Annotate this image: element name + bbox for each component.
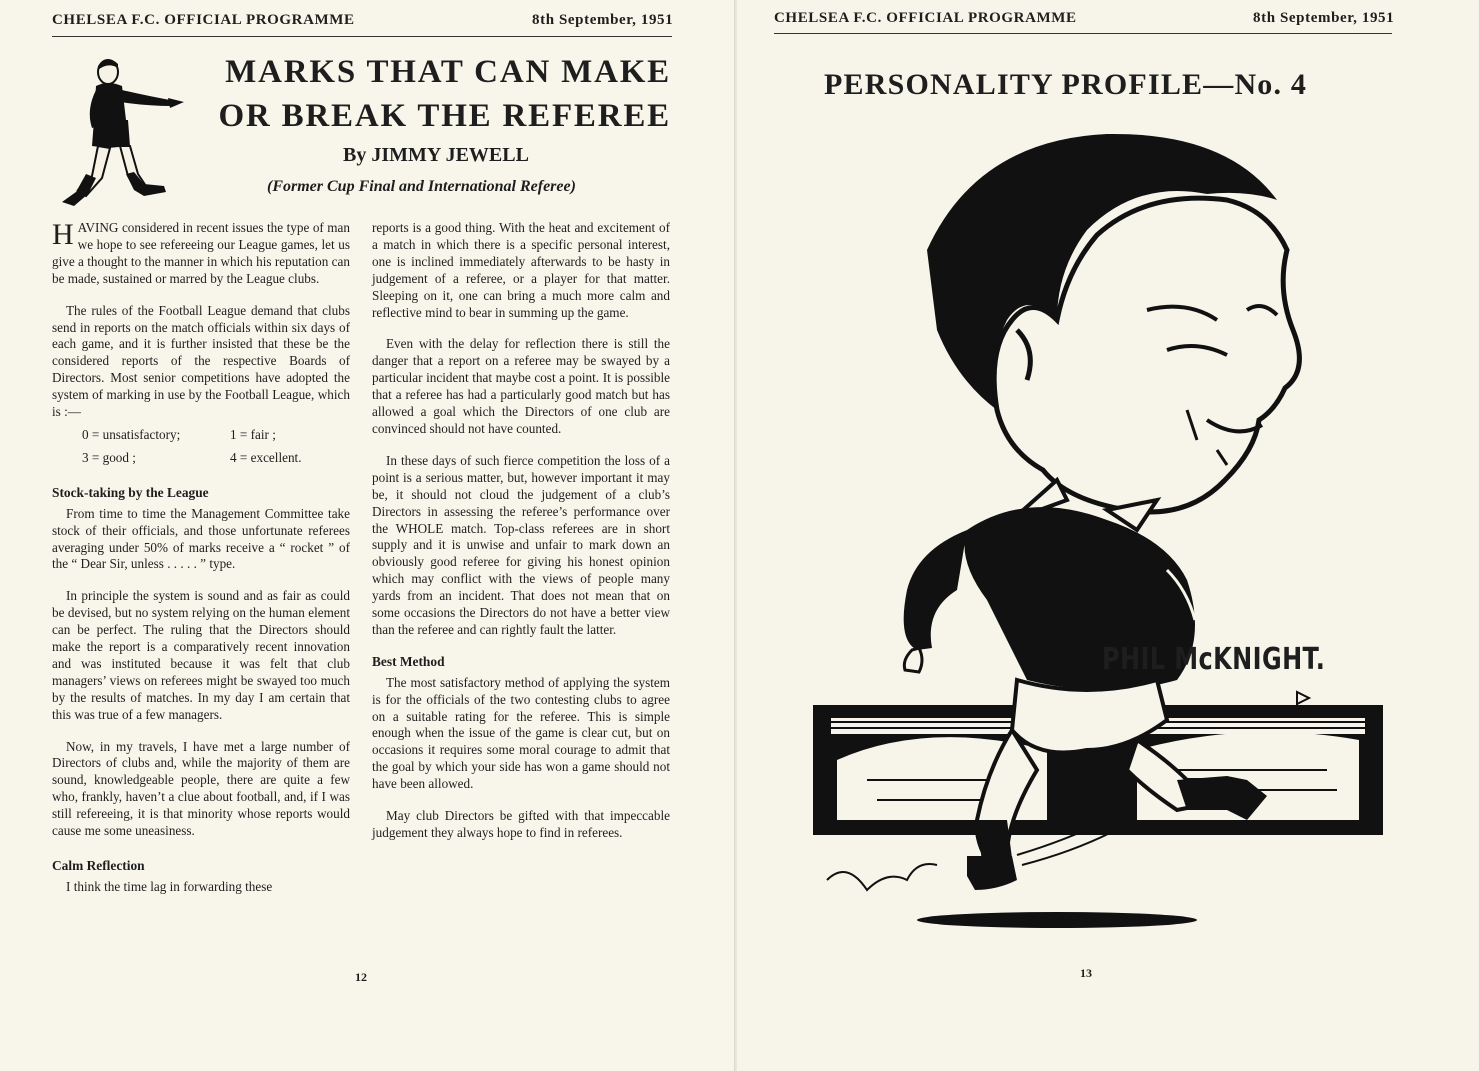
marks-row (82, 450, 350, 467)
header-left-title: CHELSEA F.C. OFFICIAL PROGRAMME (52, 12, 355, 28)
header-left-title: CHELSEA F.C. OFFICIAL PROGRAMME (774, 10, 1077, 26)
subheading: Stock-taking by the League (52, 484, 209, 500)
article-title-line1: MARKS THAT CAN MAKE (225, 54, 671, 90)
paragraph: May club Directors be gifted with that impeccable judgement they always hope to find in referees. (372, 808, 670, 840)
footballer-caricature-icon (807, 120, 1407, 940)
caricature-name: PHIL McKNIGHT. (1102, 642, 1326, 677)
marks-row (82, 427, 350, 444)
column-1 (52, 220, 350, 911)
referee-figure-icon (48, 50, 198, 210)
mark-1: 1 = fair ; (230, 426, 276, 442)
profile-title: PERSONALITY PROFILE—No. 4 (824, 68, 1308, 101)
paragraph: I think the time lag in forwarding these (66, 878, 273, 894)
paragraph: HAVING considered in recent issues the type of man we hope to see refereeing our League games, let us give a thought to the manner in which his reputation can be made, sustained or marred by the League clubs. (52, 218, 350, 286)
paragraph: From time to time the Management Committee take stock of their officials, and those unfortunate referees averaging under 50% of marks receive a “ rocket ” of the “ Dear Sir, unless . . . . . ” type. (52, 505, 350, 572)
mark-4: 4 = excellent. (230, 449, 302, 465)
byline: By JIMMY JEWELL (343, 144, 529, 166)
paragraph: The rules of the Football League demand that clubs send in reports on the match officials within six days of each game, and it is further insisted that these be the considered reports of the respective Boards of Directors. Most senior competitions have adopted the system of marking in use by the Football League, which is :— (52, 302, 350, 420)
paragraph: Now, in my travels, I have met a large number of Directors of clubs and, while the majority of them are sound, knowledgeable people, there are quite a few who, frankly, haven’t a clue about football, and, if I was still refereeing, it is that minority whose reports would cause me some uneasiness. (52, 738, 350, 839)
paragraph: In principle the system is sound and as fair as could be devised, but no system relying on the human element can be perfect. The ruling that the Directors should make the report is a comparatively recent innovation and was instituted because it was felt that club managers’ views on referees might be swayed too much by the results of matches. In my day I am certain that this was true of a few managers. (52, 588, 350, 722)
mark-0: 0 = unsatisfactory; (82, 426, 181, 442)
header-rule (52, 36, 672, 37)
header-date: 8th September, 1951 (532, 12, 674, 28)
paragraph: reports is a good thing. With the heat and excitement of a match in which there is a specific personal interest, one is inclined immediately afterwards to be hasty in judgement of a referee, or a player for that matter. Sleeping on it, one can bring a much more calm and reflective mind to bear in summing up the game. (372, 220, 670, 320)
page-number: 12 (355, 970, 367, 984)
column-2 (372, 220, 670, 857)
article-title-line2: OR BREAK THE REFEREE (218, 98, 671, 134)
header-rule (774, 33, 1392, 34)
right-page (737, 0, 1479, 1071)
subheading: Best Method (372, 653, 445, 669)
drop-cap: H (52, 218, 74, 251)
paragraph: Even with the delay for reflection there is still the danger that a report on a referee may be swayed by a particular incident that maybe cost a point. It is possible that a referee has had a particularly good match but has allowed a goal which the Directors of one club are convinced should not have counted. (372, 336, 670, 436)
subtitle: (Former Cup Final and International Referee) (267, 178, 576, 195)
paragraph: The most satisfactory method of applying the system is for the officials of the two contesting clubs to agree on a suitable rating for the referee. This is simple enough when the issue of the game is clear cut, but on occasions it requires some moral courage to admit that the goal by which your side has won a game should not have been allowed. (372, 674, 670, 792)
page-number: 13 (1080, 966, 1092, 980)
paragraph: In these days of such fierce competition the loss of a point is a serious matter, but, however important it may be, it should not cloud the judgement of a club’s Directors in assessing the referee’s performance over the WHOLE match. Top-class referees are in short supply and it is unwise and unfair to mark down an obviously good referee for giving his honest opinion which may conflict with the views of people many yards from an incident. That does not mean that on some occasions the Directors do not have a better view than the referee and can rightly fault the latter. (372, 452, 670, 637)
mark-3: 3 = good ; (82, 449, 136, 465)
left-page (0, 0, 735, 1071)
subheading: Calm Reflection (52, 858, 145, 873)
header-date: 8th September, 1951 (1253, 10, 1395, 26)
